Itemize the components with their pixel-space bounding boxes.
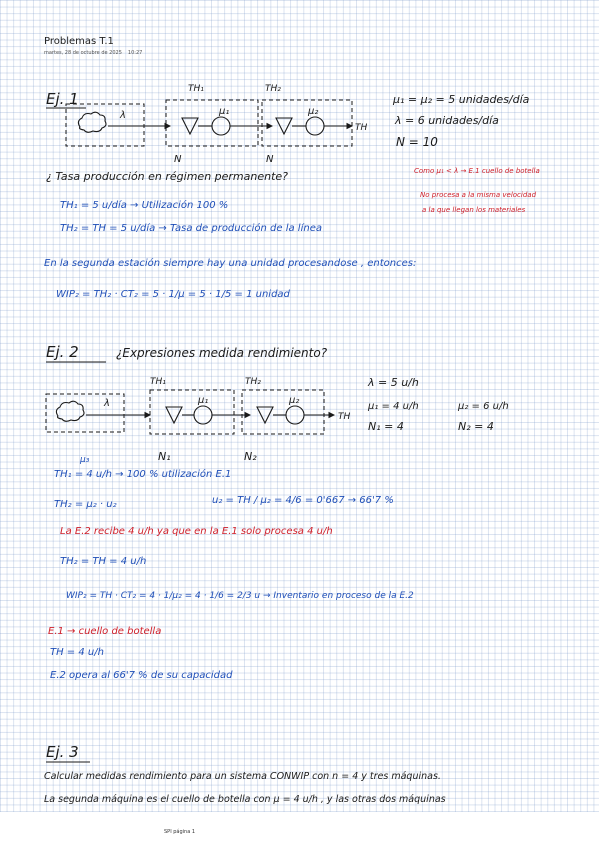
th2-label: TH₂	[265, 84, 281, 94]
param-lambda: λ = 6 unidades/día	[395, 114, 499, 127]
page-footer: SPI página 1	[164, 829, 196, 835]
buffer-1-icon	[166, 407, 182, 423]
bottleneck-note: No procesa a la misma velocidad	[420, 191, 537, 199]
ej1-line: TH₁ = 5 u/día → Utilización 100 %	[60, 200, 229, 211]
source-box	[46, 394, 124, 432]
lambda-label: λ	[104, 398, 110, 409]
ej3-line: La segunda máquina es el cuello de botella con μ = 4 u/h , y las otras dos máquinas	[44, 794, 446, 805]
ej1-line: En la segunda estación siempre hay una unidad procesandose , entonces:	[44, 258, 417, 269]
ej2-diagram	[46, 377, 350, 465]
station-2-box	[242, 390, 324, 434]
ej1-diagram	[66, 84, 367, 165]
machine-1-icon	[212, 117, 230, 135]
param-n: N = 10	[396, 135, 438, 149]
ej1-question: ¿ Tasa producción en régimen permanente?	[46, 170, 289, 183]
n2-label: N₂	[244, 450, 257, 463]
buffer-2-icon	[276, 118, 292, 134]
station-1-box	[150, 390, 234, 434]
ej2-red-note: La E.2 recibe 4 u/h ya que en la E.1 solo procesa 4 u/h	[60, 526, 333, 537]
th1-label: TH₁	[150, 377, 166, 387]
cloud-icon	[78, 112, 106, 132]
ej2-wip: WIP₂ = TH · CT₂ = 4 · 1/μ₂ = 4 · 1/6 = 2/3 u → Inventario en proceso de la E.2	[66, 591, 414, 601]
ej1-wip: WIP₂ = TH₂ · CT₂ = 5 · 1/μ = 5 · 1/5 = 1 unidad	[56, 289, 290, 300]
bottleneck-note: a la que llegan los materiales	[422, 206, 526, 214]
mu1-label: μ₁	[198, 395, 209, 406]
ej2-line: TH₂ = μ₂ · u₂	[54, 499, 117, 510]
mu2-label: μ₂	[308, 106, 319, 117]
machine-2-icon	[286, 406, 304, 424]
th-out-label: TH	[355, 123, 368, 133]
param-mu1: μ₁ = 4 u/h	[368, 401, 419, 412]
ej2-line: E.2 opera al 66'7 % de su capacidad	[50, 670, 233, 681]
ej2-line: TH₁ = 4 u/h → 100 % utilización E.1	[54, 469, 232, 480]
ej1-line: TH₂ = TH = 5 u/día → Tasa de producción de la línea	[60, 223, 322, 234]
ej1-heading: Ej. 1	[46, 90, 79, 108]
th2-label: TH₂	[245, 377, 261, 387]
param-n1: N₁ = 4	[368, 420, 404, 433]
cloud-icon	[56, 401, 84, 421]
ej2-utilization: u₂ = TH / μ₂ = 4/6 = 0'667 → 66'7 %	[212, 495, 394, 506]
bottleneck-note: Como μ₁ < λ → E.1 cuello de botella	[414, 167, 540, 175]
page-date-text: martes, 28 de octubre de 2025	[44, 50, 122, 56]
ej3-heading: Ej. 3	[46, 743, 79, 761]
source-box	[66, 104, 144, 146]
param-mu2: μ₂ = 6 u/h	[458, 401, 509, 412]
ej2-red-note: E.1 → cuello de botella	[48, 626, 162, 637]
param-n2: N₂ = 4	[458, 420, 494, 433]
ej3-line: Calcular medidas rendimiento para un sistema CONWIP con n = 4 y tres máquinas.	[44, 771, 441, 782]
th1-label: TH₁	[188, 84, 204, 94]
mu3-label: μ₃	[80, 455, 90, 465]
buffer-2-icon	[257, 407, 273, 423]
n1-label: N₁	[158, 450, 171, 463]
ej2-heading: Ej. 2	[46, 343, 79, 361]
machine-1-icon	[194, 406, 212, 424]
ej2-line: TH = 4 u/h	[50, 647, 104, 658]
page-title: Problemas T.1	[44, 36, 114, 47]
ej2-question: ¿Expresiones medida rendimiento?	[116, 346, 328, 360]
ej2-line: TH₂ = TH = 4 u/h	[60, 556, 147, 567]
machine-2-icon	[306, 117, 324, 135]
lambda-label: λ	[120, 110, 126, 121]
param-mu: μ₁ = μ₂ = 5 unidades/día	[393, 93, 530, 106]
mu2-label: μ₂	[289, 395, 300, 406]
buffer-1-icon	[182, 118, 198, 134]
n2-label: N	[266, 154, 274, 165]
page-time-text: 10:27	[127, 50, 143, 56]
param-lambda: λ = 5 u/h	[368, 376, 419, 389]
n1-label: N	[174, 154, 182, 165]
th-out-label: TH	[338, 412, 351, 422]
mu1-label: μ₁	[219, 106, 230, 117]
